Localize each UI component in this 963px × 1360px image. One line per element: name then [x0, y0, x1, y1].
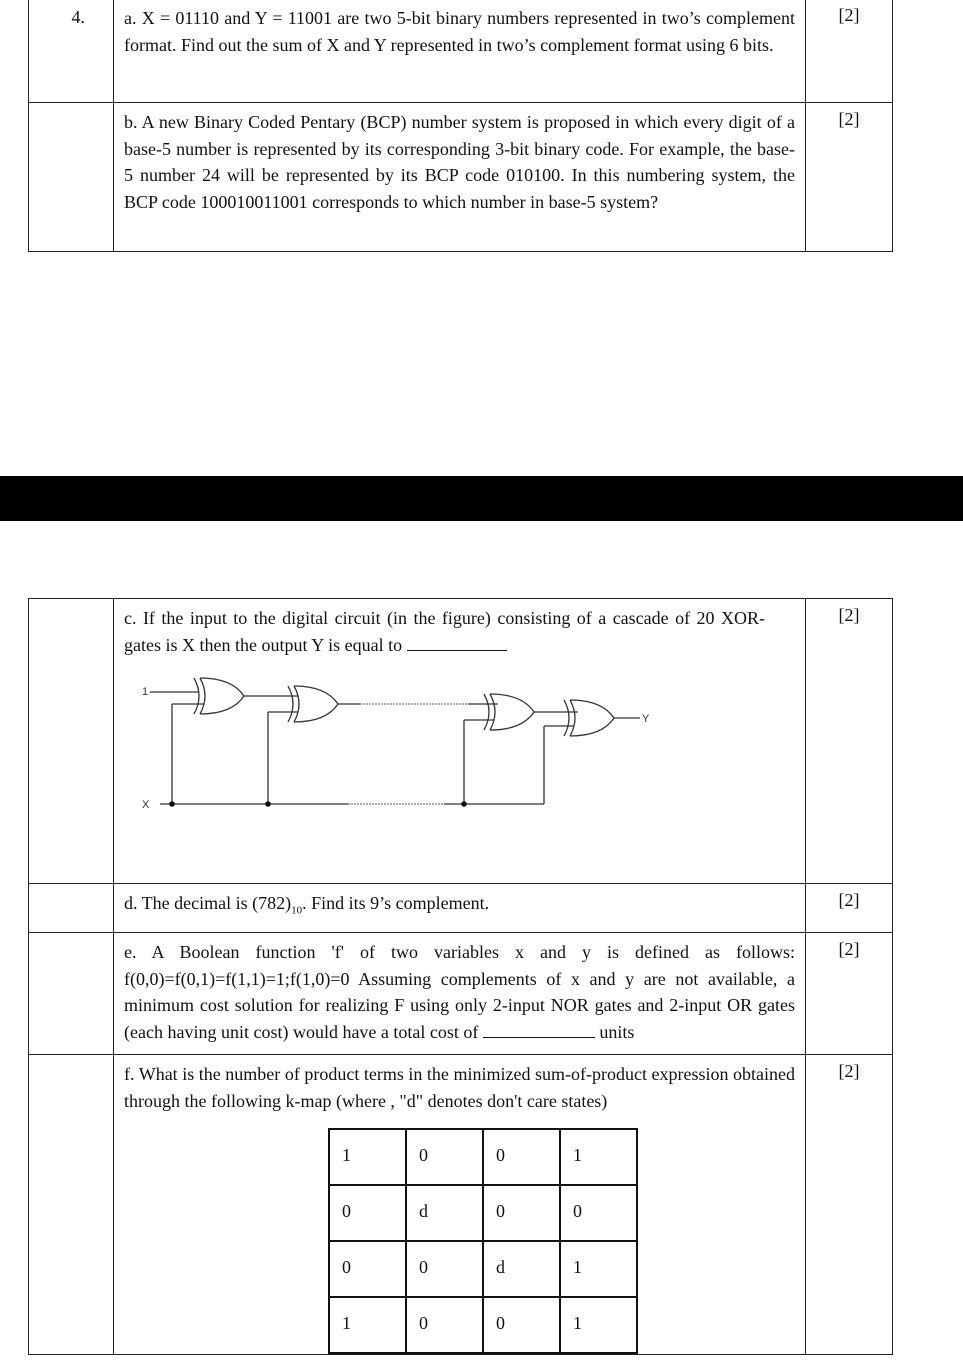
kmap-cell: 0	[329, 1241, 406, 1297]
question-4e-marks: [2]	[806, 933, 893, 1055]
kmap-row	[329, 1241, 637, 1297]
row-4e	[29, 933, 893, 1055]
question-4b-marks: [2]	[806, 103, 893, 252]
question-4f-cell	[114, 1055, 806, 1355]
junction-dot	[461, 801, 467, 807]
junction-dot	[265, 801, 271, 807]
question-4e-units: units	[599, 1021, 635, 1042]
row-4c	[29, 599, 893, 884]
xor-gate-19	[484, 694, 534, 730]
question-number: 4.	[29, 0, 114, 103]
black-separator-band	[0, 476, 963, 521]
question-4f-text: f. What is the number of product terms in the minimized sum-of-product expression obtained through the following k-map (where , "d" denotes don't care states)	[124, 1064, 795, 1111]
answer-blank	[483, 1036, 595, 1038]
question-4a-marks: [2]	[806, 0, 893, 103]
row-4a	[29, 0, 893, 103]
question-4c-marks: [2]	[806, 599, 893, 884]
xor-gate-1	[194, 678, 244, 714]
question-4f-marks: [2]	[806, 1055, 893, 1355]
empty-number-cell	[29, 103, 114, 252]
kmap-cell: 0	[329, 1185, 406, 1241]
kmap-row	[329, 1129, 637, 1185]
kmap-cell: 0	[406, 1129, 483, 1185]
xor-gate-2	[288, 686, 338, 722]
kmap-cell: 0	[483, 1297, 560, 1353]
question-4-table-top	[28, 0, 893, 252]
question-4e-text: e. A Boolean function 'f' of two variables x and y is defined as follows: f(0,0)=f(0,1)=f(1,1)=1;f(1,0)=0 Assuming complements of x and y are not available, a minimum cost solution for realizing F using only 2-input NOR gates and 2-input OR gates (each having unit cost) would have a total cost of	[124, 942, 795, 1042]
junction-dot	[169, 801, 175, 807]
kmap-cell: d	[406, 1185, 483, 1241]
xor-gate-20	[564, 700, 614, 736]
base-subscript: 10	[291, 904, 303, 917]
kmap-row	[329, 1185, 637, 1241]
question-4d-text: d. The decimal is (782)	[124, 893, 292, 913]
question-4-table-bottom	[28, 598, 893, 1355]
question-4e-cell	[114, 933, 806, 1055]
empty-number-cell	[29, 1055, 114, 1355]
kmap-cell: 0	[406, 1241, 483, 1297]
kmap-cell: 0	[560, 1185, 637, 1241]
kmap-cell: 0	[483, 1185, 560, 1241]
kmap-cell: 1	[560, 1129, 637, 1185]
kmap-cell: 1	[560, 1241, 637, 1297]
kmap-cell: 1	[329, 1297, 406, 1353]
kmap-cell: 0	[406, 1297, 483, 1353]
kmap-cell: 1	[329, 1129, 406, 1185]
question-4c-cell	[114, 599, 806, 884]
k-map	[328, 1128, 638, 1354]
row-4b	[29, 103, 893, 252]
question-4b-text: b. A new Binary Coded Pentary (BCP) number system is proposed in which every digit of a base-5 number is represented by its corresponding 3-bit binary code. For example, the base-5 number 24 will be represented by its BCP code 010100. In this numbering system, the BCP code 100010011001 corresponds to which number in base-5 system?	[114, 103, 806, 252]
question-4d-marks: [2]	[806, 884, 893, 933]
kmap-cell: d	[483, 1241, 560, 1297]
row-4d	[29, 884, 893, 933]
question-4d-text-end: . Find its 9’s complement.	[302, 893, 490, 913]
question-4c-text: c. If the input to the digital circuit (in the figure) consisting of a cascade of 20 XOR-gates is X then the output Y is equal to	[124, 608, 765, 655]
row-4f	[29, 1055, 893, 1355]
kmap-cell: 1	[560, 1297, 637, 1353]
answer-blank	[407, 649, 507, 651]
empty-number-cell	[29, 599, 114, 884]
question-4a-text: a. X = 01110 and Y = 11001 are two 5-bit binary numbers represented in two’s complement format. Find out the sum of X and Y represented in two’s complement format using 6 bits.	[114, 0, 806, 103]
kmap-row	[329, 1297, 637, 1353]
xor-cascade-circuit	[128, 664, 688, 814]
question-4d-cell	[114, 884, 806, 933]
empty-number-cell	[29, 933, 114, 1055]
kmap-cell: 0	[483, 1129, 560, 1185]
input-x-label: X	[142, 799, 150, 811]
output-y-label: Y	[642, 713, 650, 725]
empty-number-cell	[29, 884, 114, 933]
input-1-label: 1	[142, 686, 149, 698]
